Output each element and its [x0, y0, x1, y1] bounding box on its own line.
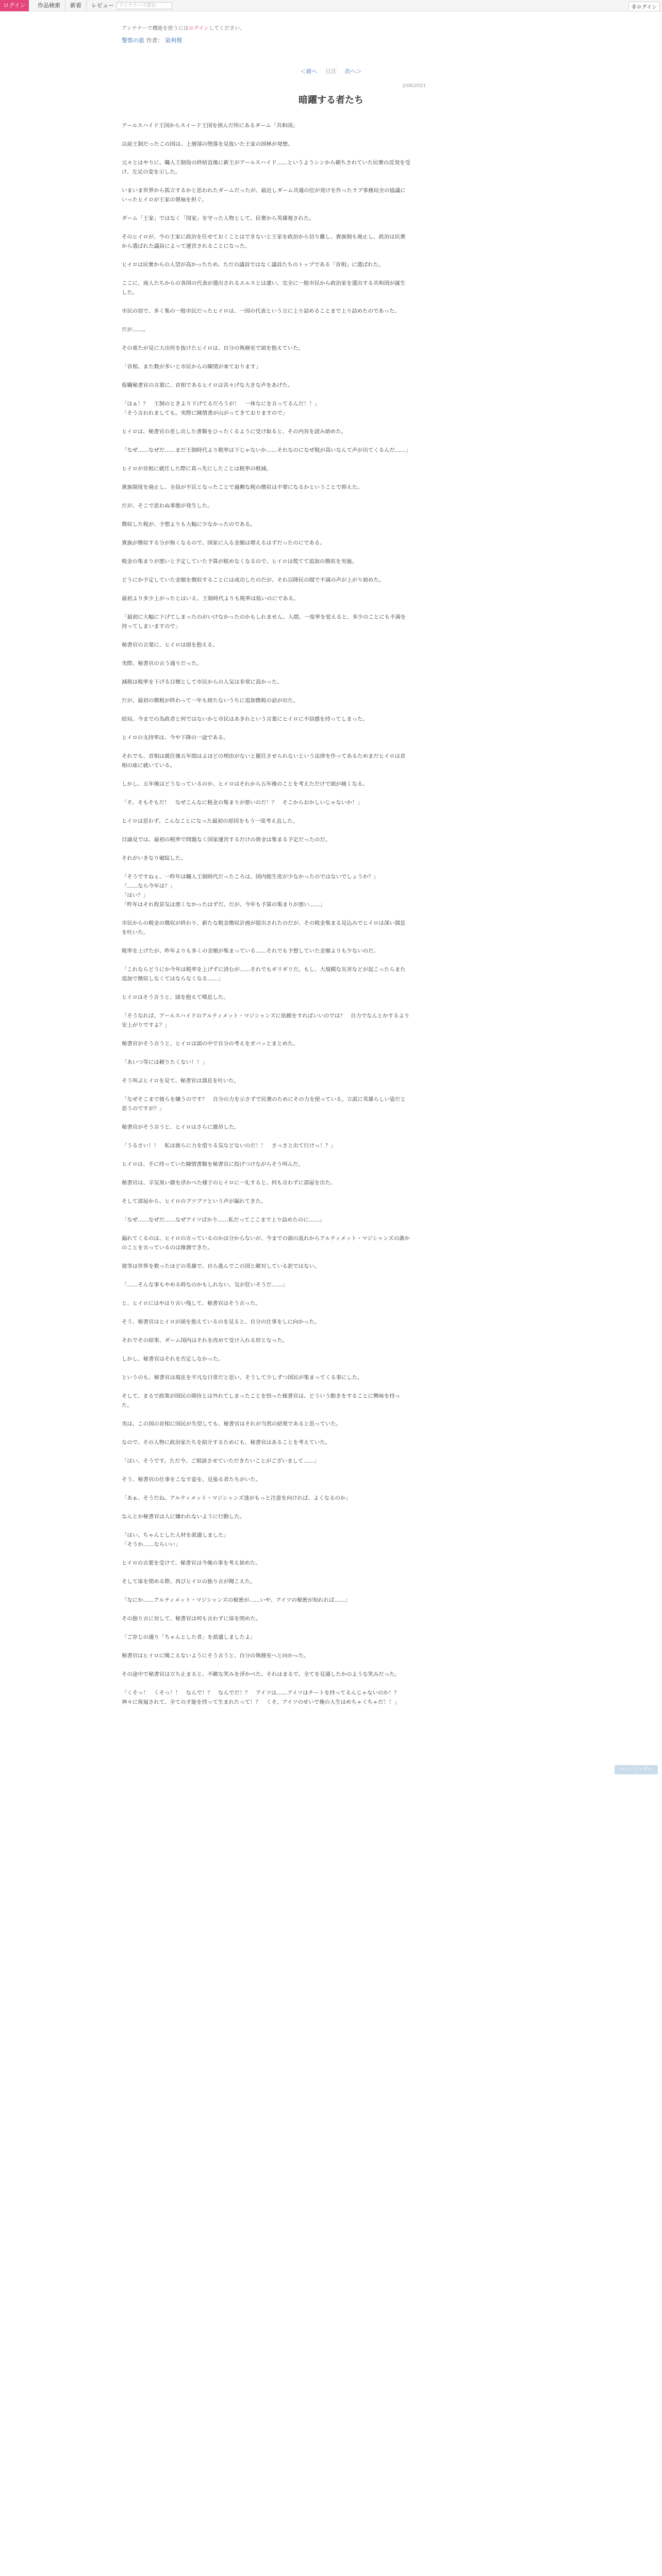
novel-paragraph: 「そうですねぇ、一昨年は職人王制時代だったころは、国内総生産が少なかったのではないでしょうか？」 「……なら今年は？」 「はい？」 「昨年はそれ程景気は悪くなかったはずだ。だが、今年も予算の集まりが悪い……」 [122, 874, 379, 908]
novel-paragraph: 税率を上げたが、昨年よりも多くの金額が集まっている……それでも予想していた金額よりも少ないのだ。 [122, 948, 379, 954]
notice-login-link[interactable]: ログイン [188, 26, 209, 31]
novel-paragraph: そして扉を閉める際、再びヒイロの独り言が聞こえた。 [122, 1579, 256, 1585]
next-link[interactable]: 次へ＞ [344, 68, 362, 75]
novel-paragraph: それでも、首相は就任後五年間はよほどの理由がないと罷任させられないという法律を作ってあるためまだヒイロは首相の座に就いている。 [122, 753, 406, 769]
novel-paragraph: そして部屋から、ヒイロのブツブツという声が漏れてきた。 [122, 1198, 267, 1205]
novel-paragraph: 最初より多少上がったとはいえ、王制時代よりも税率は低いのにである。 [122, 596, 299, 602]
notice-prefix: アンテナーで機能を使うには [122, 26, 189, 31]
novel-paragraph: その独り言に対して、秘書官は何も言わずに扉を閉めた。 [122, 1616, 261, 1622]
novel-paragraph: それでその結果、ダーム国内はそれを改めて受け入れる形となった。 [122, 1337, 288, 1344]
novel-paragraph: 市民からの税金の徴収が終わり、新たな税金徴収計画が提出されたのだが、その税金集まる見込みでヒイロは深い溜息を吐いた。 [122, 920, 406, 936]
novel-paragraph: 秘書官がそう言うと、ヒイロはさらに激昂した。 [122, 1124, 240, 1130]
notice-suffix: してください。 [209, 26, 245, 31]
novel-paragraph: 「そうなれば、アールスハイドのアルティメット・マジシャンズに依頼をすればいいのでは？ 自力でなんとかするより安上がりですよ？」 [122, 1013, 410, 1028]
novel-paragraph: ヒイロは、秘書官の差し出した書類をひったくるように受け取ると、その内容を読み始めた。 [122, 429, 347, 435]
novel-paragraph: そう叫ぶヒイロを見て、秘書官は溜息を吐いた。 [122, 1078, 240, 1084]
novel-paragraph: ヒイロは民衆からの人望が高かったため、ただの議員ではなく議員たちのトップである「首相」に選ばれた。 [122, 262, 384, 268]
novel-paragraph: なんとか秘書官は人に嫌われないように行動した。 [122, 1514, 245, 1520]
nav-item-new[interactable]: 新着 [65, 0, 87, 11]
novel-paragraph: 実際、秘書官の言う通りだった。 [122, 660, 202, 667]
author-label: 作者： [146, 37, 163, 44]
novel-paragraph: アールスハイド王国からスイード王国を挟んだ所にあるダーム「共和国」 [122, 123, 298, 129]
novel-paragraph: 「うるさい！！ 私は彼らに力を借りる気などないのだ！！ さっさと出て行けっ！？」 [122, 1143, 336, 1149]
page-top-button[interactable]: ページトップへ [615, 1765, 658, 1774]
novel-paragraph: 秘書官はヒイロに聞こえないようにそう言うと、自分の執務室へと向かった。 [122, 1653, 309, 1659]
novel-paragraph: 「これならどうにか今年は税率を上げずに済むが……それでもギリギリだ。もし、大規模な災害などが起こったらまた追加で徴収しなくてはならなくなる……」 [122, 967, 406, 982]
prev-link[interactable]: ＜前へ [300, 68, 318, 75]
series-info [122, 36, 182, 44]
novel-paragraph: ダーム「王家」ではなく「国家」を守った人物として、民衆から英雄視された。 [122, 215, 315, 222]
novel-paragraph: 「あぁ、そうだね。アルティメット・マジシャンズ達がもっと注意を向ければ、よくなるのか」 [122, 1495, 351, 1501]
novel-paragraph: 「あいつ等には頼りたくない！！」 [122, 1059, 208, 1065]
novel-paragraph: だが……。 [122, 327, 148, 333]
novel-paragraph: 貴族が徴収する分が無くなるので、国家に入る金額は増えるはずだったのにである。 [122, 540, 325, 546]
novel-paragraph: 貴族制度を廃止し、全員が平民となったことで過剰な税の徴収は不要になるかということで抑えた。 [122, 484, 363, 490]
novel-body [122, 121, 410, 1716]
novel-paragraph: しかし、五年後はどうなっているのか、ヒイロはそれから五年後のことを考えただけで頭が痛くなる。 [122, 781, 368, 787]
novel-paragraph: 以前王制だったこの国は、上層部の堕落を見抜いた王家の国林が発想。 [122, 141, 293, 147]
novel-paragraph: 徴収した税が、予想よりも大幅に少なかったのである。 [122, 521, 256, 528]
novel-paragraph: 「ご存じの通り「ちゃんとした者」を派遣しましたよ」 [122, 1634, 256, 1640]
novel-paragraph: 秘書官は、辛気臭い顔を浮かべた様子のヒイロに一礼すると、何も言わずに部屋を出た。 [122, 1180, 336, 1186]
novel-paragraph: 「最初に大幅に下げてしまったのがいけなかったのかもしれません。人間、一度率を覚えると、多少のことにも不満を持ってしまいますので」 [122, 614, 406, 630]
novel-paragraph: いまいま世界から孤立するかと思われたダームだったが、最近しダーム共通の位が発けを作ったラブ事務局全の協議にいったヒイロが王家の領袖を担ぐ。 [122, 188, 406, 203]
novel-paragraph: 減税は税率を下げる目標として市民からの人気は非常に高かった。 [122, 679, 283, 685]
novel-paragraph: 「なにか……アルティメット・マジシャンズの秘密が……いや、アイツの秘密が知れれば……」 [122, 1597, 351, 1603]
novel-paragraph: だが、最初の徴税が終わって一年も経たないうちに追加徴税の話が出た。 [122, 698, 299, 704]
novel-paragraph: しかし、秘書官はそれを否定しなかった。 [122, 1356, 224, 1362]
search-input[interactable]: アンテナーで読む [117, 2, 172, 9]
episode-title: 暗躍する者たち [299, 95, 363, 106]
nav-item-works[interactable]: 作品検索 [33, 0, 65, 11]
novel-paragraph: その途中で秘書官は立ち止まると、不敵な笑みを浮かべた。それはまるで、全てを見通したかのような笑みだった。 [122, 1671, 400, 1677]
novel-paragraph: ヒイロが首相に就任した際に真っ先にしたことは税率の軽減。 [122, 466, 272, 472]
episode-pager [0, 67, 662, 75]
novel-paragraph: そう、秘書官の仕事をこなす姿を、見張る者たちがいた。 [122, 1477, 261, 1483]
novel-paragraph: 「なぜ……なぜだ……まだ王制時代より税率は下じゃないか……それなのになぜ税が高いなんて声が出てくるんだ……」 [122, 447, 411, 453]
novel-paragraph: ヒイロは思わず、こんなことになった最初の原因をもう一度考え直した。 [122, 818, 298, 824]
author-link[interactable]: 染利理 [165, 37, 182, 44]
novel-paragraph: 元々とはやりに、職人王制役の終結直後に新王がアールスハイド……というようシンから頼ちされていた民衆の反発を受け、左足の変を示した。 [122, 160, 410, 175]
novel-paragraph: 仮職秘書官の言葉に、首相であるヒイロは苦々げな大きな声をあげた。 [122, 382, 293, 388]
novel-paragraph: 実は、この国の首相に国民が失望しても、秘書官はそれが当然の結果であると思っていた。 [122, 1421, 342, 1427]
novel-paragraph: その重たが見に大出所を抜けたヒイロは、自分の執務室で頭を抱えていた。 [122, 345, 304, 351]
novel-paragraph: ヒイロはそう言うと、頭を抱えて嘆息した。 [122, 994, 229, 1001]
novel-paragraph: 彼等は世界を救ったほどの英雄で、自ら進んでこの国と敵対している訳ではない。 [122, 1263, 320, 1269]
novel-paragraph: どうにか予定していた金額を徴収することには成功したのだが、それ以降民の間で不満の声が上がり始めた。 [122, 577, 385, 583]
novel-paragraph: 「なぜ……なぜだ……なぜアイツばかり……私だってここまで上り詰めたのに……」 [122, 1217, 325, 1223]
account-button[interactable]: 非ログイン [628, 2, 660, 11]
login-notice [122, 24, 245, 31]
novel-paragraph: 「首相、また数が多いと市民からの陳情が来ております」 [122, 364, 261, 370]
novel-paragraph: 「はぁ！？ 王制のときより下げてるだろうが！ 一体なにを言ってるんだ！！」 「そう言われましても。実際に陳情書が山がってきておりますので」 [122, 401, 320, 416]
novel-paragraph: そのヒイロが、今の王家に政治を任せておくことはできないと王家を政治から切り離し、貴族制も廃止し、政治は民衆から選ばれた議員によって運営されることになった。 [122, 234, 406, 249]
novel-paragraph: 目論見では、最初の税率で問題なく国家運営するだけの資金は集まる予定だったのだ。 [122, 837, 331, 843]
novel-paragraph: 結局、今までの為政者と何ではないかと市民はあきれという言葉にヒイロに不信感を持ってしまった。 [122, 716, 368, 722]
novel-paragraph: 「はい、そうです。ただ今、ご相談させていただきたいことがございまして……」 [122, 1458, 320, 1464]
novel-paragraph: 「はい。ちゃんとした人材を派遣しました」 「そうか……ならいい」 [122, 1532, 229, 1548]
main-nav [33, 0, 119, 11]
novel-paragraph: 秘書官がそう言うと、ヒイロは頭の中で自分の考えをガバッとまとめた。 [122, 1041, 299, 1047]
novel-paragraph: ここに、商人たちからの各国の代表が選出されるエルスとは違い、完全に一般市民から政治家を選出する共和国が誕生した。 [122, 280, 406, 296]
nav-item-review[interactable]: レビュー [87, 0, 119, 11]
novel-paragraph: 「そ、そもそもだ！ なぜこんなに税金の集まりが悪いのだ！？ そこからおかしいじゃないか！」 [122, 800, 363, 806]
novel-paragraph: ヒイロの支持率は、今や下降の一途である。 [122, 735, 229, 741]
novel-paragraph: 「くそっ！ くそっ！！ なんで！？ なんでだ！？ アイツは……アイツはチートを持ってるんじゃないのか！？ 神々に祝福されて、全ての才能を持って生まれたって！？ くそ、アイツのせいで俺の人生はめちゃくちゃだ！！」 [122, 1690, 405, 1705]
novel-paragraph: 秘書官の言葉に、ヒイロは頭を抱える。 [122, 642, 218, 648]
toc-link[interactable]: 目次 [325, 68, 337, 75]
novel-paragraph: ヒイロの言葉を受けて、秘書官は今後の事を考え始めた。 [122, 1560, 261, 1566]
series-title-link[interactable]: 警察の旅 [122, 37, 144, 44]
novel-paragraph: そう、秘書官はヒイロが頭を抱えているのを見ると、自分の仕事をしに向かった。 [122, 1319, 320, 1325]
novel-paragraph: ヒイロは、手に持っていた陳情書類を秘書官に投げつけながらそう叫んだ。 [122, 1161, 304, 1167]
novel-paragraph: 税金の集まりが悪いと予定していた予算が組めなくなるので、ヒイロは慌てて追加の徴収を実施。 [122, 558, 357, 565]
novel-paragraph: 「……そんな事もやめる時なのかもしれない。気が狂いそうだ……」 [122, 1282, 288, 1288]
novel-paragraph: というのも、秘書官は現在を平凡な日常だと思い、そうして少しずつ国民が集まってくる事にした。 [122, 1375, 363, 1381]
novel-paragraph: 「なぜそこまで彼らを嫌うのです？ 自分の力を示さずで民衆のためにその力を使っている。立派に英雄らしい姿だと思うのですが？」 [122, 1096, 406, 1112]
novel-paragraph: それがいきなり破綻した。 [122, 855, 186, 861]
novel-paragraph: だが、そこで思わぬ事態が発生した。 [122, 503, 213, 509]
episode-date: 2/06/2021 [402, 83, 426, 89]
novel-paragraph: そして、まるで政策が国民の期待とは外れてしまったことを悟った秘書官は、どういう動きをすることに興味を持った。 [122, 1393, 400, 1409]
novel-paragraph: なので、その人物に政治家たちを紹介するためにも、秘書官はあることを考えていた。 [122, 1439, 331, 1446]
top-nav-bar [0, 0, 662, 11]
novel-paragraph: と、ヒイロにはやはり言い残して、秘書官はそう言った。 [122, 1300, 261, 1307]
login-button[interactable]: ログイン [0, 0, 29, 11]
novel-paragraph: 市民の信で、多く集の一般市民だったヒイロは、一国の代表という立に上り詰めることまで上り詰めたのであった。 [122, 308, 400, 314]
novel-paragraph: 漏れてくるのは、ヒイロの言っているのかは分からないが、今までの頭の流れからアルティメット・マジシャンズの誰かのことを言っているのは推測できた。 [122, 1235, 410, 1251]
